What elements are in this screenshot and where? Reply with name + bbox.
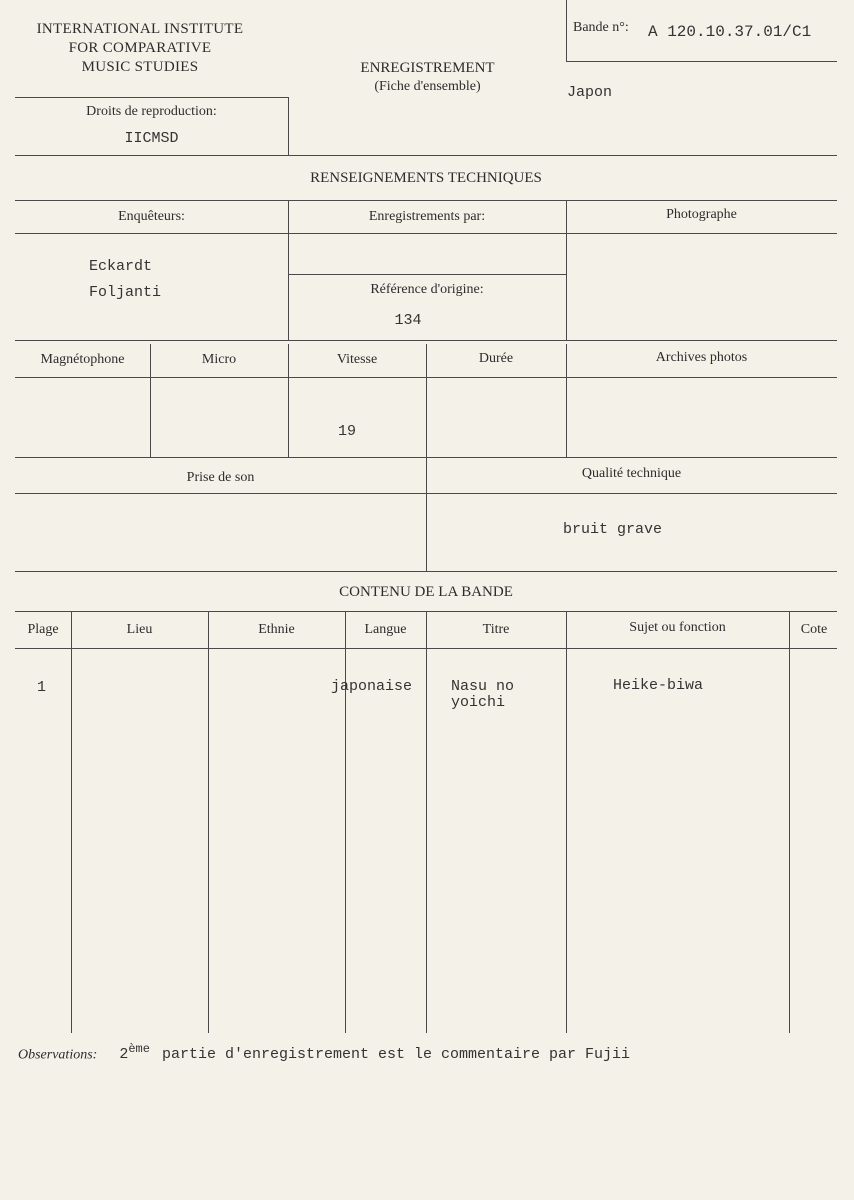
country-value: Japon [567,84,613,101]
tape-recorder-header: Magnétophone [40,352,125,367]
investigator-1: Eckardt [89,258,153,275]
observations-prefix: 2 [119,1046,129,1064]
institute-name-line1: INTERNATIONAL INSTITUTE [36,21,244,37]
rights-value: IICMSD [124,130,179,147]
investigator-2: Foljanti [89,284,162,301]
track-header: Plage [27,622,59,637]
technical-quality-value: bruit grave [563,521,663,538]
recordings-by-header: Enregistrements par: [368,209,486,224]
speed-header: Vitesse [336,352,378,367]
tape-number: A 120.10.37.01/C1 [648,23,812,41]
rights-label: Droits de reproduction: [86,104,217,119]
language-header: Langue [364,622,407,637]
form-title: ENREGISTREMENT [360,60,495,76]
place-header: Lieu [126,622,153,637]
code-header: Cote [800,622,828,637]
title-header: Titre [482,622,510,637]
photo-archives-header: Archives photos [655,350,748,365]
track-cell: 1 [37,679,47,696]
observations-label: Observations: [18,1047,98,1063]
original-reference-label: Référence d'origine: [370,282,484,297]
title-cell-line1: Nasu no [451,678,515,695]
observations-sup: ème [128,1042,150,1056]
ethnic-header: Ethnie [258,622,295,637]
content-section-title: CONTENU DE LA BANDE [339,584,513,600]
micro-header: Micro [201,352,237,367]
speed-value: 19 [338,423,357,440]
title-cell-line2: yoichi [451,694,506,711]
sound-recording-header: Prise de son [186,470,255,485]
investigators-header: Enquêteurs: [118,209,185,224]
original-reference-value: 134 [394,312,422,329]
form-subtitle: (Fiche d'ensemble) [374,79,481,94]
subject-cell: Heike-biwa [613,677,704,694]
technical-quality-header: Qualité technique [581,466,682,481]
institute-name-line2: FOR COMPARATIVE [68,40,212,56]
photographer-header: Photographe [666,207,737,222]
observations-line [18,1042,630,1063]
tape-number-label: Bande n°: [573,20,629,35]
subject-header: Sujet ou fonction [629,620,726,635]
duration-header: Durée [478,351,514,366]
tech-section-title: RENSEIGNEMENTS TECHNIQUES [310,170,542,186]
institute-name-line3: MUSIC STUDIES [81,59,199,75]
language-cell: japonaise [331,678,413,695]
observations-text: partie d'enregistrement est le commentaire par Fujii [161,1046,631,1064]
